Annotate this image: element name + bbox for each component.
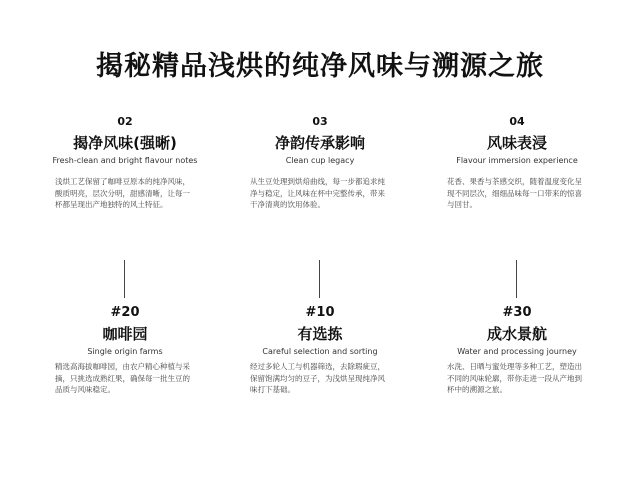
- item-subtitle: Clean cup legacy: [285, 156, 355, 165]
- top-item-1: [45, 114, 205, 211]
- item-subtitle: Single origin farms: [87, 347, 163, 356]
- connector-line: [319, 260, 320, 298]
- top-item-2: [240, 114, 400, 211]
- item-body: 从生豆处理到烘焙曲线，每一步都追求纯净与稳定，让风味在杯中完整传承，带来干净清爽的饮用体验。: [250, 177, 385, 209]
- bottom-item-3: [437, 305, 597, 396]
- item-heading: 咖啡园: [102, 325, 148, 343]
- item-heading: 净韵传承影响: [274, 134, 365, 152]
- item-heading: 揭净风味(强晰): [73, 134, 177, 152]
- item-number: #20: [110, 305, 140, 320]
- item-body: 经过多轮人工与机器筛选，去除瑕疵豆，保留饱满均匀的豆子，为浅烘呈现纯净风味打下基础。: [250, 362, 385, 394]
- item-number: 04: [509, 115, 525, 128]
- top-item-3: [437, 114, 597, 211]
- item-heading: 成水景航: [486, 325, 547, 343]
- page-title: 揭秘精品浅烘的纯净风味与溯源之旅: [96, 51, 544, 82]
- bottom-item-1: [45, 305, 205, 396]
- item-number: #10: [305, 305, 335, 320]
- item-number: 02: [117, 115, 133, 128]
- item-heading: 风味表浸: [486, 134, 547, 152]
- item-number: #30: [502, 305, 532, 320]
- item-body: 花香、果香与茶感交织，随着温度变化呈现不同层次，细细品味每一口带来的惊喜与回甘。: [447, 177, 582, 209]
- item-subtitle: Water and processing journey: [457, 347, 577, 356]
- item-number: 03: [312, 115, 328, 128]
- item-subtitle: Fresh-clean and bright flavour notes: [52, 156, 198, 165]
- item-subtitle: Careful selection and sorting: [262, 347, 378, 356]
- item-body: 精选高海拔咖啡园，由农户精心种植与采摘，只挑选成熟红果，确保每一批生豆的品质与风味稳定。: [55, 362, 190, 394]
- bottom-item-2: [240, 305, 400, 396]
- item-body: 水洗、日晒与蜜处理等多种工艺，塑造出不同的风味轮廓，带你走进一段从产地到杯中的溯源之旅。: [447, 362, 582, 394]
- connector-line: [516, 260, 517, 298]
- item-subtitle: Flavour immersion experience: [456, 156, 578, 165]
- connector-line: [124, 260, 125, 298]
- item-body: 浅烘工艺保留了咖啡豆原本的纯净风味，酸质明亮，层次分明，甜感清晰，让每一杯都呈现出产地独特的风土特征。: [55, 177, 190, 209]
- item-heading: 有选拣: [297, 325, 343, 343]
